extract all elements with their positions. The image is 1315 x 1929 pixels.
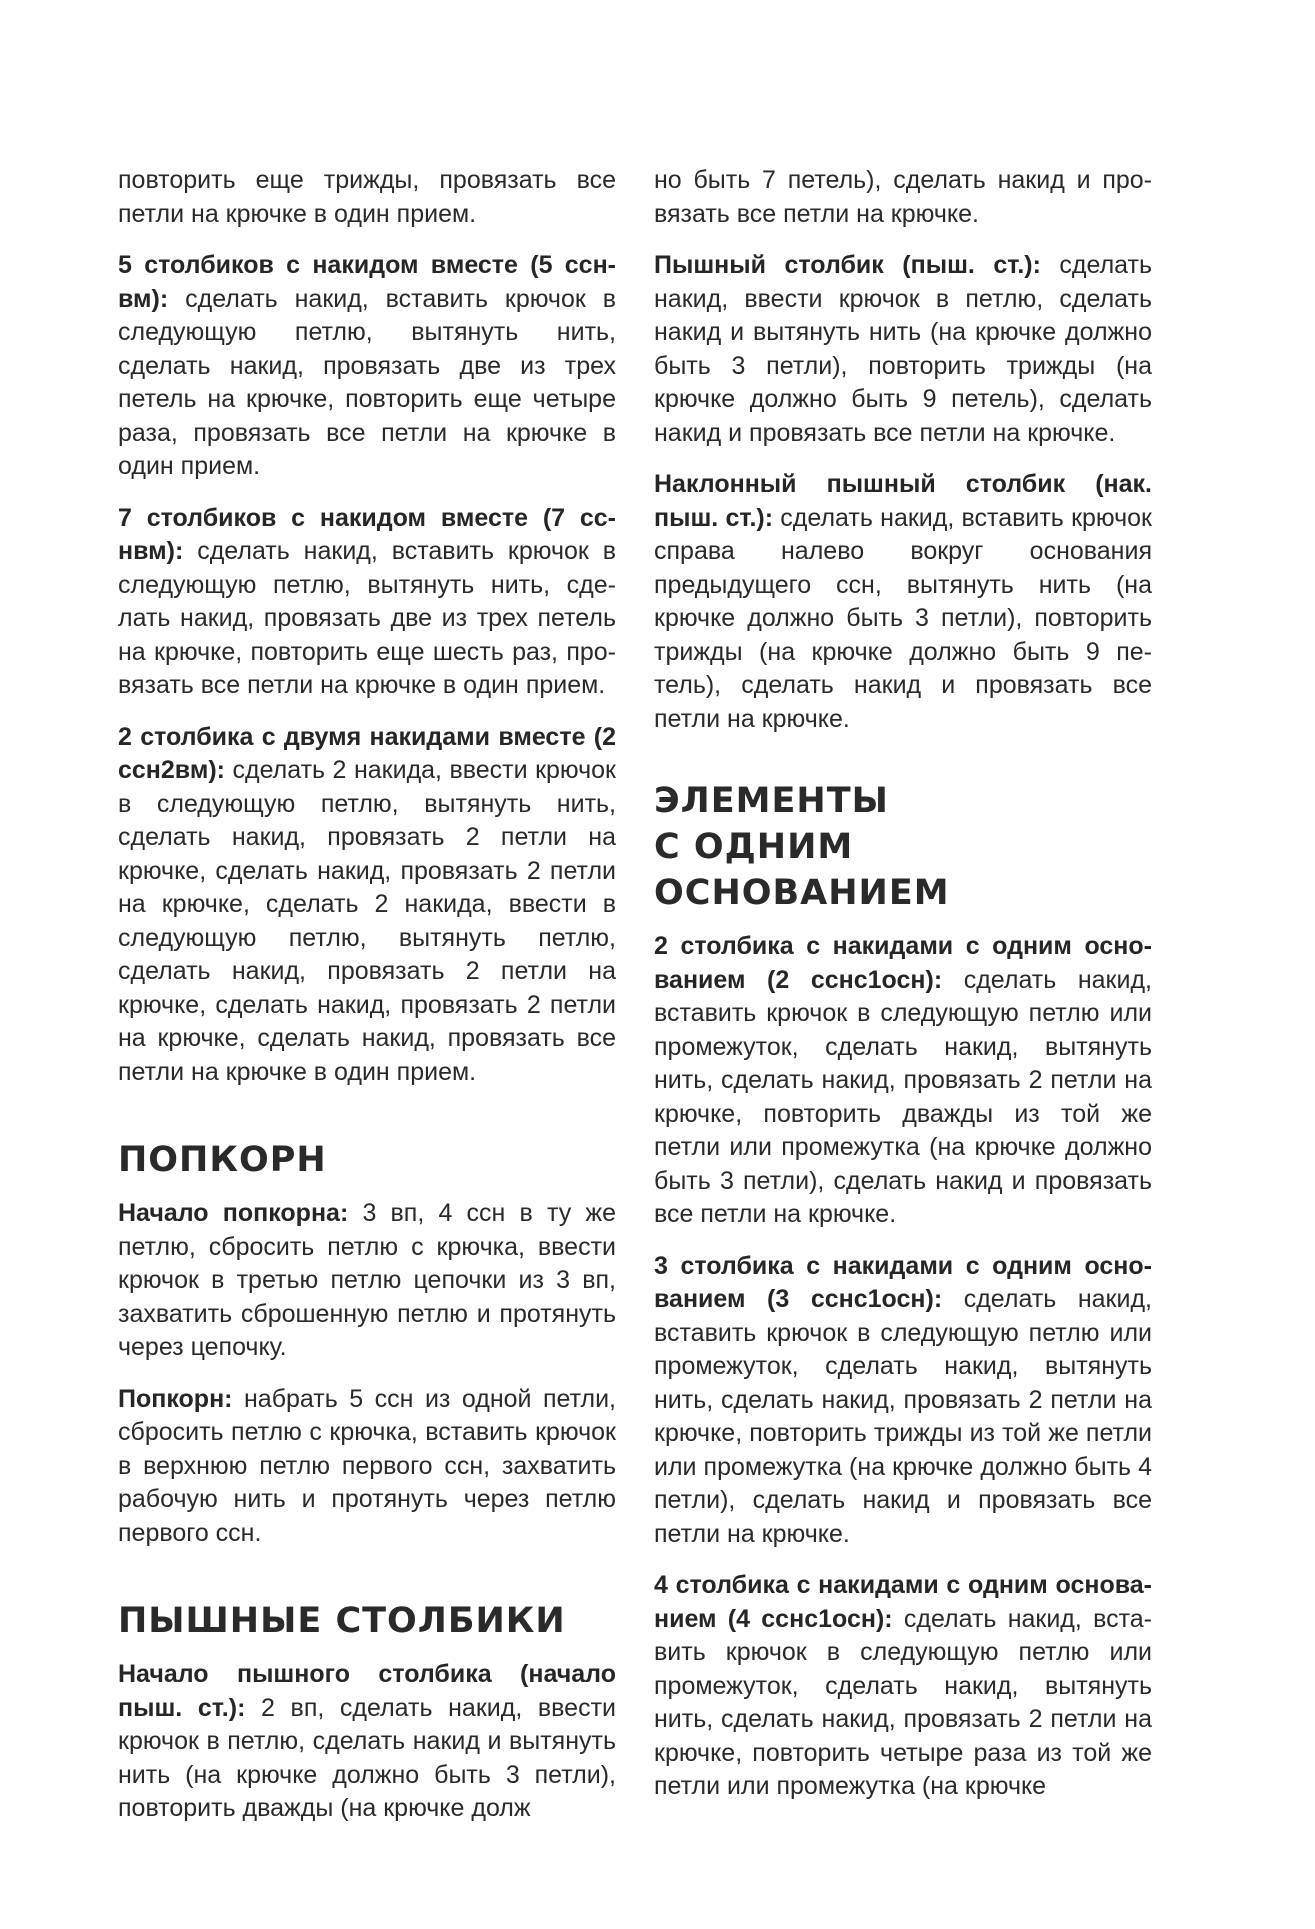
- definition-text: сделать накид, вставить крючок в следующую петлю, вытянуть нить, сделать накид, провязать две из трех петель на крючке, повторить еще четыре раза, провязать все петли на крючке в один прием.: [118, 284, 616, 480]
- definition-text: сделать накид, вставить крючок в следующую петлю или промежуток, сделать накид, вытянуть нить, сделать накид, провязать 2 петли на крючке, повторить дважды из той же петли или промежутка (на крючке должно быть 3 петли), сделать накид и провязать все петли на крючке.: [654, 965, 1152, 1228]
- definition-popcorn: [118, 1383, 616, 1551]
- definition-5-sc-together: [118, 249, 616, 484]
- term-label: 3 столбика с накидами с одним основанием (3 сснс1осн):: [654, 1251, 1152, 1313]
- definition-puff-start: [118, 1658, 616, 1826]
- paragraph-text: повторить еще трижды, провязать все петли на крючке в один прием.: [118, 166, 616, 228]
- heading-line-1: ЭЛЕМЕНТЫ: [654, 781, 889, 821]
- term-label: Начало попкорна:: [118, 1199, 349, 1227]
- definition-7-sc-together: [118, 502, 616, 703]
- definition-text: сделать накид, вставить крючок в следующую петлю или промежуток, сделать накид, вытянуть нить, сделать накид, провязать 2 петли на крючке, повторить четыре раза из той же петли или промежутка (на крючке: [654, 1604, 1152, 1800]
- definition-text: сделать накид, вставить крючок справа налево вокруг основания предыдущего ссн, вытянуть нить (на крючке должно быть 3 петли), повторить трижды (на крючке должно быть 9 петель), сделать накид и провязать все петли на крючке.: [654, 503, 1152, 733]
- term-label: Наклонный пышный столбик (нак. пыш. ст.):: [654, 470, 1152, 532]
- section-heading-popcorn: ПОПКОРН: [118, 1140, 327, 1180]
- definition-2-dc-together: [118, 721, 616, 1090]
- paragraph-continuation: [654, 164, 1152, 231]
- term-label: Начало пышного столбика (начало пыш. ст.):: [118, 1660, 616, 1722]
- definition-3-dc-one-base: [654, 1250, 1152, 1552]
- paragraph-text: но быть 7 петель), сделать накид и провязать все петли на крючке.: [654, 166, 1152, 228]
- definition-text: сделать накид, вставить крючок в следующую петлю, вытянуть нить, сделать накид, провязать две из трех петель на крючке, повторить еще шесть раз, провязать все петли на крючке в один прием.: [118, 537, 616, 699]
- definition-4-dc-one-base: [654, 1569, 1152, 1804]
- left-column: [118, 164, 616, 1844]
- definition-2-dc-one-base: [654, 930, 1152, 1232]
- definition-popcorn-start: [118, 1197, 616, 1365]
- paragraph-continuation: [118, 164, 616, 231]
- term-label: 4 столбика с накидами с одним основанием (4 сснс1осн):: [654, 1571, 1152, 1633]
- term-label: 7 столбиков с накидом вместе (7 сснвм):: [118, 503, 616, 565]
- term-label: 2 столбика с накидами с одним основанием (2 сснс1осн):: [654, 932, 1152, 994]
- section-heading-one-base-elements: [654, 778, 1152, 916]
- definition-text: сделать накид, вставить крючок в следующую петлю или промежуток, сделать накид, вытянуть нить, сделать накид, провязать 2 петли на крючке, повторить трижды из той же петли или промежутка (на крючке должно быть 4 петли), сделать накид и провязать все петли на крючке.: [654, 1285, 1152, 1548]
- definition-puff-stitch: [654, 249, 1152, 450]
- definition-text: 2 вп, сделать накид, ввести крючок в петлю, сделать накид и вытянуть нить (на крючке должно быть 3 петли), повторить дважды (на крючке долж: [118, 1693, 616, 1822]
- term-label: 2 столбика с двумя накидами вместе (2 ссн2вм):: [118, 722, 616, 784]
- definition-text: сделать 2 накида, ввести крючок в следующую петлю, вытянуть нить, сделать накид, провязать 2 петли на крючке, сделать накид, провязать 2 петли на крючке, сделать 2 накида, ввести в следующую петлю, вытянуть петлю, сделать накид, провязать 2 петли на крючке, сделать накид, провязать 2 петли на крючке, сделать накид, провязать все петли на крючке в один прием.: [118, 756, 616, 1086]
- definition-text: набрать 5 ссн из одной петли, сбросить петлю с крючка, вставить крючок в верхнюю петлю первого ссн, захватить рабочую нить и протянуть через петлю первого ссн.: [118, 1384, 616, 1547]
- section-heading-puff-stitches: ПЫШНЫЕ СТОЛБИКИ: [118, 1601, 566, 1641]
- definition-text: 3 вп, 4 ссн в ту же петлю, сбросить петлю с крючка, ввести крючок в третью петлю цепочки из 3 вп, захватить сброшенную петлю и протянуть через цепочку.: [118, 1199, 617, 1361]
- term-label: Пышный столбик (пыш. ст.):: [654, 251, 1041, 279]
- term-label: Попкорн:: [118, 1384, 233, 1413]
- term-label: 5 столбиков с накидом вместе (5 сснвм):: [118, 251, 616, 313]
- heading-line-2: С ОДНИМ ОСНОВАНИЕМ: [654, 827, 950, 913]
- right-column: [654, 164, 1152, 1822]
- definition-text: сделать накид, ввести крючок в петлю, сделать накид и вытянуть нить (на крючке должно быть 3 петли), повторить трижды (на крючке должно быть 9 петель), сделать накид и провязать все петли на крючке.: [654, 251, 1152, 447]
- definition-slanted-puff-stitch: [654, 468, 1152, 736]
